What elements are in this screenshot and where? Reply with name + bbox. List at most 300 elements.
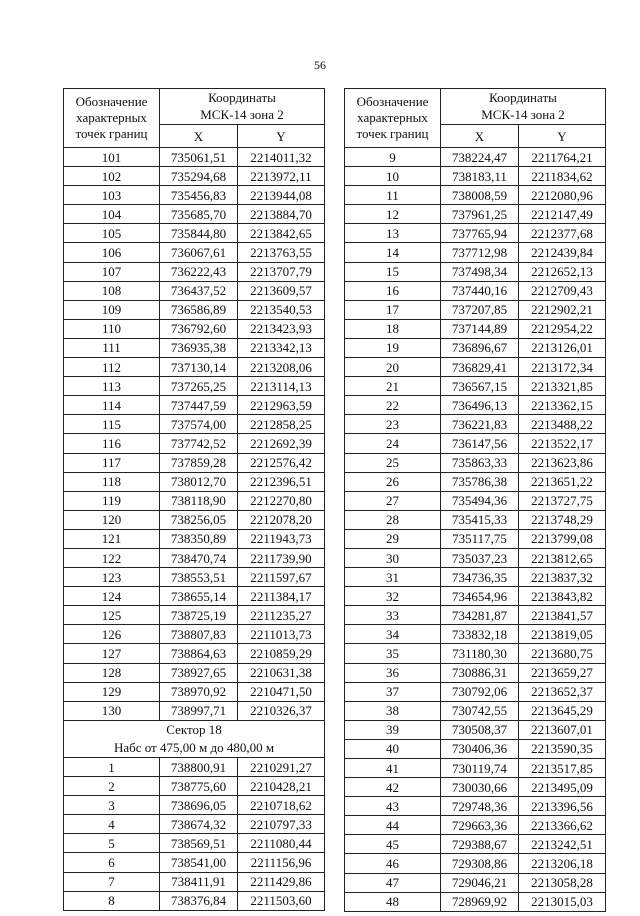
table-row	[64, 644, 325, 663]
y-column-header: Y	[238, 125, 325, 148]
point-id-cell: 3	[64, 796, 160, 815]
y-coordinate-cell: 2213884,70	[238, 205, 325, 224]
x-coordinate-cell: 738376,84	[160, 891, 238, 910]
y-coordinate-cell: 2213208,06	[238, 358, 325, 377]
y-coordinate-cell: 2213609,57	[238, 281, 325, 300]
left-table-body-a	[64, 148, 325, 721]
y-coordinate-cell: 2212709,43	[519, 281, 606, 300]
table-row	[345, 415, 606, 434]
table-row	[64, 568, 325, 587]
y-coordinate-cell: 2212439,84	[519, 243, 606, 262]
point-id-cell: 48	[345, 892, 441, 911]
y-coordinate-cell: 2210291,27	[238, 758, 325, 777]
table-row	[64, 224, 325, 243]
point-id-cell: 46	[345, 854, 441, 873]
table-row	[345, 338, 606, 357]
table-row	[64, 682, 325, 701]
table-row	[64, 529, 325, 548]
point-id-cell: 9	[345, 148, 441, 167]
y-coordinate-cell: 2213321,85	[519, 377, 606, 396]
point-id-cell: 109	[64, 300, 160, 319]
point-id-cell: 120	[64, 510, 160, 529]
table-row	[345, 148, 606, 167]
x-coordinate-cell: 729308,86	[441, 854, 519, 873]
y-coordinate-cell: 2213972,11	[238, 167, 325, 186]
point-id-cell: 27	[345, 491, 441, 510]
y-coordinate-cell: 2213843,82	[519, 587, 606, 606]
y-coordinate-cell: 2213842,65	[238, 224, 325, 243]
y-coordinate-cell: 2212377,68	[519, 224, 606, 243]
table-row	[345, 319, 606, 338]
y-coordinate-cell: 2211597,67	[238, 568, 325, 587]
x-coordinate-cell: 730792,06	[441, 682, 519, 701]
x-coordinate-cell: 738807,83	[160, 625, 238, 644]
table-row	[64, 758, 325, 777]
table-row	[345, 453, 606, 472]
point-id-cell: 124	[64, 587, 160, 606]
table-row	[345, 606, 606, 625]
table-row	[64, 853, 325, 872]
point-id-cell: 10	[345, 167, 441, 186]
x-coordinate-cell: 738470,74	[160, 548, 238, 567]
y-coordinate-cell: 2212692,39	[238, 434, 325, 453]
table-row	[64, 872, 325, 891]
x-coordinate-cell: 738553,51	[160, 568, 238, 587]
y-coordinate-cell: 2213488,22	[519, 415, 606, 434]
point-id-cell: 118	[64, 472, 160, 491]
table-row	[64, 815, 325, 834]
y-coordinate-cell: 2213727,75	[519, 491, 606, 510]
y-coordinate-cell: 2211739,90	[238, 548, 325, 567]
designation-header: Обозначение характерных точек границ	[345, 89, 441, 148]
x-coordinate-cell: 738224,47	[441, 148, 519, 167]
y-coordinate-cell: 2211013,73	[238, 625, 325, 644]
table-row	[345, 510, 606, 529]
point-id-cell: 130	[64, 701, 160, 720]
x-coordinate-cell: 738411,91	[160, 872, 238, 891]
x-coordinate-cell: 738696,05	[160, 796, 238, 815]
point-id-cell: 2	[64, 777, 160, 796]
x-coordinate-cell: 733832,18	[441, 625, 519, 644]
x-coordinate-cell: 729388,67	[441, 835, 519, 854]
point-id-cell: 41	[345, 759, 441, 778]
y-coordinate-cell: 2212954,22	[519, 319, 606, 338]
y-coordinate-cell: 2213590,35	[519, 739, 606, 758]
y-coordinate-cell: 2210859,29	[238, 644, 325, 663]
y-coordinate-cell: 2213522,17	[519, 434, 606, 453]
point-id-cell: 39	[345, 720, 441, 739]
table-row	[345, 281, 606, 300]
y-coordinate-cell: 2213540,53	[238, 300, 325, 319]
y-coordinate-cell: 2213659,27	[519, 663, 606, 682]
x-coordinate-cell: 731180,30	[441, 644, 519, 663]
y-coordinate-cell: 2212576,42	[238, 453, 325, 472]
x-coordinate-cell: 737207,85	[441, 300, 519, 319]
table-row	[64, 606, 325, 625]
x-coordinate-cell: 730508,37	[441, 720, 519, 739]
x-coordinate-cell: 736147,56	[441, 434, 519, 453]
y-coordinate-cell: 2213812,65	[519, 548, 606, 567]
y-coordinate-cell: 2213396,56	[519, 797, 606, 816]
point-id-cell: 106	[64, 243, 160, 262]
table-row	[345, 720, 606, 739]
point-id-cell: 28	[345, 510, 441, 529]
y-coordinate-cell: 2210631,38	[238, 663, 325, 682]
table-row	[64, 205, 325, 224]
point-id-cell: 12	[345, 205, 441, 224]
x-coordinate-cell: 730406,36	[441, 739, 519, 758]
x-coordinate-cell: 738655,14	[160, 587, 238, 606]
x-column-header: X	[160, 125, 238, 148]
y-coordinate-cell: 2212147,49	[519, 205, 606, 224]
table-row	[345, 167, 606, 186]
y-coordinate-cell: 2211764,21	[519, 148, 606, 167]
point-id-cell: 19	[345, 338, 441, 357]
coordinates-table-left	[63, 88, 325, 911]
y-coordinate-cell: 2210326,37	[238, 701, 325, 720]
table-row	[64, 243, 325, 262]
point-id-cell: 13	[345, 224, 441, 243]
point-id-cell: 47	[345, 873, 441, 892]
x-coordinate-cell: 735494,36	[441, 491, 519, 510]
table-row	[345, 663, 606, 682]
y-coordinate-cell: 2212902,21	[519, 300, 606, 319]
x-coordinate-cell: 728969,92	[441, 892, 519, 911]
point-id-cell: 31	[345, 568, 441, 587]
x-coordinate-cell: 734736,35	[441, 568, 519, 587]
y-coordinate-cell: 2213015,03	[519, 892, 606, 911]
point-id-cell: 110	[64, 319, 160, 338]
point-id-cell: 121	[64, 529, 160, 548]
table-row	[64, 281, 325, 300]
point-id-cell: 23	[345, 415, 441, 434]
point-id-cell: 108	[64, 281, 160, 300]
x-coordinate-cell: 734281,87	[441, 606, 519, 625]
table-row	[64, 300, 325, 319]
y-coordinate-cell: 2213680,75	[519, 644, 606, 663]
table-row	[64, 834, 325, 853]
y-coordinate-cell: 2211943,73	[238, 529, 325, 548]
y-coordinate-cell: 2213652,37	[519, 682, 606, 701]
y-coordinate-cell: 2210428,21	[238, 777, 325, 796]
table-row	[64, 358, 325, 377]
y-coordinate-cell: 2213362,15	[519, 396, 606, 415]
x-coordinate-cell: 738725,19	[160, 606, 238, 625]
point-id-cell: 37	[345, 682, 441, 701]
table-row	[345, 759, 606, 778]
table-row	[345, 568, 606, 587]
x-coordinate-cell: 738970,92	[160, 682, 238, 701]
x-coordinate-cell: 735685,70	[160, 205, 238, 224]
table-row	[64, 491, 325, 510]
x-coordinate-cell: 737144,89	[441, 319, 519, 338]
point-id-cell: 33	[345, 606, 441, 625]
x-coordinate-cell: 737859,28	[160, 453, 238, 472]
x-coordinate-cell: 738674,32	[160, 815, 238, 834]
y-coordinate-cell: 2212080,96	[519, 186, 606, 205]
point-id-cell: 116	[64, 434, 160, 453]
point-id-cell: 29	[345, 529, 441, 548]
x-coordinate-cell: 738118,90	[160, 491, 238, 510]
point-id-cell: 30	[345, 548, 441, 567]
x-coordinate-cell: 736496,13	[441, 396, 519, 415]
table-row	[64, 262, 325, 281]
x-coordinate-cell: 729663,36	[441, 816, 519, 835]
point-id-cell: 113	[64, 377, 160, 396]
point-id-cell: 17	[345, 300, 441, 319]
y-coordinate-cell: 2212078,20	[238, 510, 325, 529]
table-row	[345, 529, 606, 548]
x-coordinate-cell: 736067,61	[160, 243, 238, 262]
point-id-cell: 40	[345, 739, 441, 758]
point-id-cell: 104	[64, 205, 160, 224]
point-id-cell: 103	[64, 186, 160, 205]
table-row	[345, 835, 606, 854]
x-coordinate-cell: 735456,83	[160, 186, 238, 205]
y-coordinate-cell: 2213819,05	[519, 625, 606, 644]
table-row	[345, 778, 606, 797]
section-header	[64, 720, 325, 757]
x-coordinate-cell: 736829,41	[441, 358, 519, 377]
x-coordinate-cell: 735061,51	[160, 148, 238, 167]
x-coordinate-cell: 737440,16	[441, 281, 519, 300]
table-row	[64, 548, 325, 567]
y-coordinate-cell: 2213944,08	[238, 186, 325, 205]
point-id-cell: 4	[64, 815, 160, 834]
y-coordinate-cell: 2211503,60	[238, 891, 325, 910]
y-coordinate-cell: 2210797,33	[238, 815, 325, 834]
table-row	[345, 224, 606, 243]
y-coordinate-cell: 2213172,34	[519, 358, 606, 377]
y-coordinate-cell: 2213206,18	[519, 854, 606, 873]
y-coordinate-cell: 2214011,32	[238, 148, 325, 167]
point-id-cell: 105	[64, 224, 160, 243]
x-coordinate-cell: 735037,23	[441, 548, 519, 567]
table-row	[345, 358, 606, 377]
table-row	[64, 434, 325, 453]
x-coordinate-cell: 735844,80	[160, 224, 238, 243]
x-coordinate-cell: 736221,83	[441, 415, 519, 434]
table-row	[345, 396, 606, 415]
y-coordinate-cell: 2210471,50	[238, 682, 325, 701]
table-row	[64, 625, 325, 644]
table-row	[64, 319, 325, 338]
y-coordinate-cell: 2212858,25	[238, 415, 325, 434]
x-coordinate-cell: 738350,89	[160, 529, 238, 548]
point-id-cell: 6	[64, 853, 160, 872]
y-coordinate-cell: 2213748,29	[519, 510, 606, 529]
y-coordinate-cell: 2213623,86	[519, 453, 606, 472]
x-coordinate-cell: 737961,25	[441, 205, 519, 224]
y-coordinate-cell: 2213342,13	[238, 338, 325, 357]
x-coordinate-cell: 738183,11	[441, 167, 519, 186]
page-number: 56	[314, 58, 326, 72]
y-coordinate-cell: 2212396,51	[238, 472, 325, 491]
y-coordinate-cell: 2213126,01	[519, 338, 606, 357]
table-row	[345, 243, 606, 262]
x-coordinate-cell: 736567,15	[441, 377, 519, 396]
y-coordinate-cell: 2213763,55	[238, 243, 325, 262]
x-coordinate-cell: 738569,51	[160, 834, 238, 853]
point-id-cell: 122	[64, 548, 160, 567]
table-row	[345, 186, 606, 205]
x-coordinate-cell: 737712,98	[441, 243, 519, 262]
x-coordinate-cell: 734654,96	[441, 587, 519, 606]
y-coordinate-cell: 2211080,44	[238, 834, 325, 853]
y-coordinate-cell: 2211834,62	[519, 167, 606, 186]
section-title: Сектор 18	[64, 720, 325, 739]
x-coordinate-cell: 736792,60	[160, 319, 238, 338]
table-row	[64, 148, 325, 167]
y-coordinate-cell: 2213645,29	[519, 701, 606, 720]
point-id-cell: 34	[345, 625, 441, 644]
y-coordinate-cell: 2213114,13	[238, 377, 325, 396]
x-coordinate-cell: 736586,89	[160, 300, 238, 319]
x-coordinate-cell: 738800,91	[160, 758, 238, 777]
x-coordinate-cell: 730742,55	[441, 701, 519, 720]
point-id-cell: 24	[345, 434, 441, 453]
right-table-body	[345, 148, 606, 912]
table-row	[345, 873, 606, 892]
point-id-cell: 26	[345, 472, 441, 491]
x-coordinate-cell: 736222,43	[160, 262, 238, 281]
x-coordinate-cell: 737574,00	[160, 415, 238, 434]
x-coordinate-cell: 738775,60	[160, 777, 238, 796]
y-coordinate-cell: 2213707,79	[238, 262, 325, 281]
left-table-body-b	[64, 758, 325, 911]
point-id-cell: 112	[64, 358, 160, 377]
table-row	[64, 167, 325, 186]
x-coordinate-cell: 737498,34	[441, 262, 519, 281]
x-coordinate-cell: 736437,52	[160, 281, 238, 300]
table-row	[345, 587, 606, 606]
table-row	[345, 377, 606, 396]
point-id-cell: 18	[345, 319, 441, 338]
point-id-cell: 115	[64, 415, 160, 434]
x-coordinate-cell: 736896,67	[441, 338, 519, 357]
table-row	[64, 796, 325, 815]
x-coordinate-cell: 730030,66	[441, 778, 519, 797]
table-row	[345, 434, 606, 453]
table-row	[345, 854, 606, 873]
table-row	[64, 338, 325, 357]
point-id-cell: 1	[64, 758, 160, 777]
x-coordinate-cell: 738012,70	[160, 472, 238, 491]
table-row	[64, 186, 325, 205]
point-id-cell: 117	[64, 453, 160, 472]
table-row	[64, 396, 325, 415]
x-coordinate-cell: 729046,21	[441, 873, 519, 892]
table-row	[345, 472, 606, 491]
y-coordinate-cell: 2213423,93	[238, 319, 325, 338]
point-id-cell: 102	[64, 167, 160, 186]
section-subtitle: Набс от 475,00 м до 480,00 м	[64, 739, 325, 758]
table-row	[64, 415, 325, 434]
point-id-cell: 14	[345, 243, 441, 262]
x-coordinate-cell: 735786,38	[441, 472, 519, 491]
point-id-cell: 101	[64, 148, 160, 167]
y-coordinate-cell: 2213058,28	[519, 873, 606, 892]
point-id-cell: 15	[345, 262, 441, 281]
designation-header: Обозначение характерных точек границ	[64, 89, 160, 148]
point-id-cell: 119	[64, 491, 160, 510]
point-id-cell: 114	[64, 396, 160, 415]
table-row	[345, 644, 606, 663]
x-coordinate-cell: 738256,05	[160, 510, 238, 529]
point-id-cell: 32	[345, 587, 441, 606]
x-coordinate-cell: 730119,74	[441, 759, 519, 778]
point-id-cell: 45	[345, 835, 441, 854]
y-coordinate-cell: 2213837,32	[519, 568, 606, 587]
point-id-cell: 8	[64, 891, 160, 910]
point-id-cell: 123	[64, 568, 160, 587]
coordinates-header: Координаты МСК-14 зона 2	[160, 89, 325, 125]
coordinates-table-right	[344, 88, 606, 912]
x-coordinate-cell: 738008,59	[441, 186, 519, 205]
y-coordinate-cell: 2213841,57	[519, 606, 606, 625]
point-id-cell: 107	[64, 262, 160, 281]
point-id-cell: 35	[345, 644, 441, 663]
point-id-cell: 20	[345, 358, 441, 377]
y-column-header: Y	[519, 125, 606, 148]
y-coordinate-cell: 2213651,22	[519, 472, 606, 491]
point-id-cell: 126	[64, 625, 160, 644]
x-coordinate-cell: 735294,68	[160, 167, 238, 186]
point-id-cell: 22	[345, 396, 441, 415]
table-row	[345, 262, 606, 281]
point-id-cell: 5	[64, 834, 160, 853]
y-coordinate-cell: 2213517,85	[519, 759, 606, 778]
table-row	[345, 625, 606, 644]
table-row	[64, 663, 325, 682]
table-row	[64, 701, 325, 720]
point-id-cell: 42	[345, 778, 441, 797]
x-coordinate-cell: 737130,14	[160, 358, 238, 377]
point-id-cell: 129	[64, 682, 160, 701]
point-id-cell: 128	[64, 663, 160, 682]
table-row	[64, 777, 325, 796]
x-coordinate-cell: 735117,75	[441, 529, 519, 548]
point-id-cell: 11	[345, 186, 441, 205]
x-coordinate-cell: 730886,31	[441, 663, 519, 682]
y-coordinate-cell: 2212652,13	[519, 262, 606, 281]
table-row	[64, 587, 325, 606]
point-id-cell: 44	[345, 816, 441, 835]
table-row	[64, 510, 325, 529]
table-row	[345, 682, 606, 701]
point-id-cell: 127	[64, 644, 160, 663]
y-coordinate-cell: 2213799,08	[519, 529, 606, 548]
table-row	[345, 548, 606, 567]
y-coordinate-cell: 2212963,59	[238, 396, 325, 415]
y-coordinate-cell: 2213366,62	[519, 816, 606, 835]
x-column-header: X	[441, 125, 519, 148]
x-coordinate-cell: 737765,94	[441, 224, 519, 243]
point-id-cell: 43	[345, 797, 441, 816]
table-row	[345, 816, 606, 835]
y-coordinate-cell: 2212270,80	[238, 491, 325, 510]
table-row	[64, 891, 325, 910]
y-coordinate-cell: 2211156,96	[238, 853, 325, 872]
point-id-cell: 38	[345, 701, 441, 720]
point-id-cell: 36	[345, 663, 441, 682]
x-coordinate-cell: 735415,33	[441, 510, 519, 529]
table-row	[345, 491, 606, 510]
table-row	[64, 453, 325, 472]
table-row	[345, 205, 606, 224]
table-row	[345, 892, 606, 911]
y-coordinate-cell: 2210718,62	[238, 796, 325, 815]
